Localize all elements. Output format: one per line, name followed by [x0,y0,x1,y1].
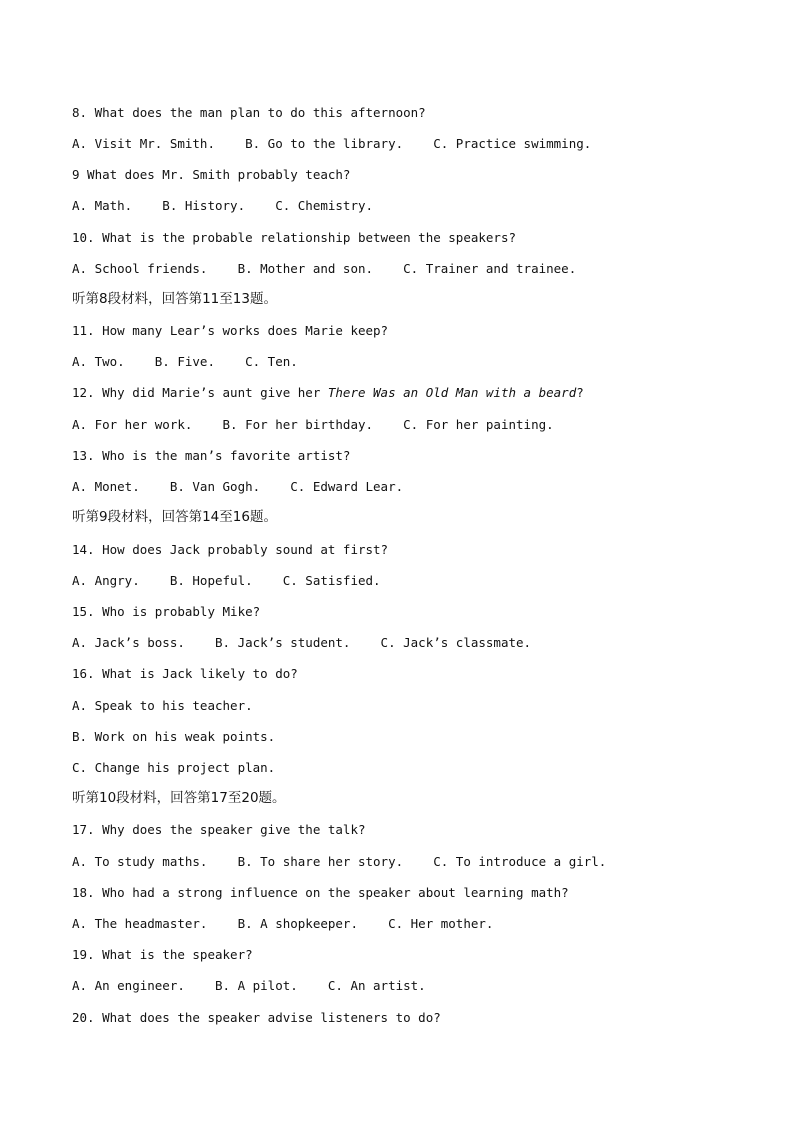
question-16: 16. What is Jack likely to do? [72,666,298,681]
option-16-a: A. Speak to his teacher. [72,698,253,713]
question-11: 11. How many Lear’s works does Marie keep? [72,323,389,338]
question-9: 9 What does Mr. Smith probably teach? [72,167,351,182]
question-12-mark: ? [576,385,584,400]
options-9: A. Math. B. History. C. Chemistry. [72,198,374,213]
question-8: 8. What does the man plan to do this afternoon? [72,105,426,120]
question-18: 18. Who had a strong influence on the speaker about learning math? [72,885,569,900]
options-8: A. Visit Mr. Smith. B. Go to the library. C. Practice swimming. [72,136,592,151]
question-12 [72,385,584,401]
question-10: 10. What is the probable relationship between the speakers? [72,230,517,245]
question-13: 13. Who is the man’s favorite artist? [72,448,351,463]
options-15: A. Jack’s boss. B. Jack’s student. C. Jack’s classmate. [72,635,532,650]
options-18: A. The headmaster. B. A shopkeeper. C. Her mother. [72,916,494,931]
options-10: A. School friends. B. Mother and son. C. Trainer and trainee. [72,261,577,276]
question-12-text: 12. Why did Marie’s aunt give her [72,385,328,400]
options-13: A. Monet. B. Van Gogh. C. Edward Lear. [72,479,404,494]
option-16-c: C. Change his project plan. [72,760,276,775]
question-19: 19. What is the speaker? [72,947,253,962]
section-heading-10: 听第10段材料，回答第17至20题。 [72,790,286,806]
question-17: 17. Why does the speaker give the talk? [72,822,366,837]
options-17: A. To study maths. B. To share her story. C. To introduce a girl. [72,854,607,869]
options-14: A. Angry. B. Hopeful. C. Satisfied. [72,573,381,588]
question-14: 14. How does Jack probably sound at first? [72,542,389,557]
options-11: A. Two. B. Five. C. Ten. [72,354,298,369]
options-19: A. An engineer. B. A pilot. C. An artist. [72,978,426,993]
question-20: 20. What does the speaker advise listeners to do? [72,1010,441,1025]
section-heading-8: 听第8段材料，回答第11至13题。 [72,291,277,307]
option-16-b: B. Work on his weak points. [72,729,276,744]
question-15: 15. Who is probably Mike? [72,604,261,619]
section-heading-9: 听第9段材料，回答第14至16题。 [72,509,277,525]
question-12-book-title: There Was an Old Man with a beard [327,385,577,400]
options-12: A. For her work. B. For her birthday. C. For her painting. [72,417,554,432]
